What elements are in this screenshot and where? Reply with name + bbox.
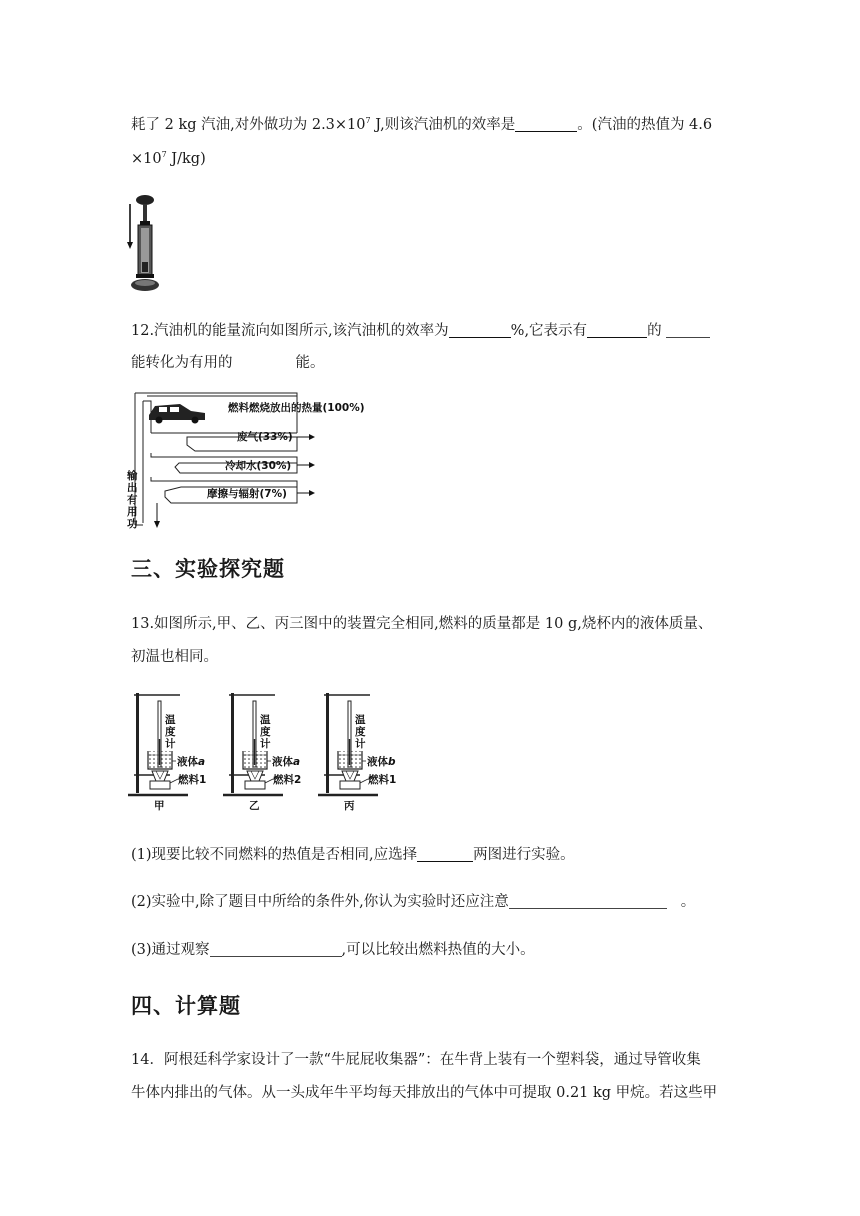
q11-text-d: ×10: [131, 151, 162, 167]
q12-text-a: 12.汽油机的能量流向如图所示,该汽油机的效率为: [131, 323, 449, 339]
q13-sub2-text-b: 。: [680, 894, 696, 910]
setup-jia-thermo-char-1: 温: [165, 714, 176, 726]
q11-answer-blank[interactable]: [515, 117, 577, 132]
q13-sub3-text-b: ,可以比较出燃料热值的大小。: [341, 942, 535, 958]
section-4-heading: 四、计算题: [131, 994, 241, 1018]
q11-line2: [131, 145, 206, 169]
q11-text-a: 耗了 2 kg 汽油,对外做功为 2.3×10: [131, 117, 366, 133]
setup-jia-caption: 甲: [154, 800, 165, 812]
q12-text-b: %,它表示有: [510, 323, 588, 339]
q13-sub1-text-a: (1)现要比较不同燃料的热值是否相同,应选择: [131, 847, 418, 863]
setup-jia-thermo-char-2: 度: [165, 726, 176, 738]
setup-jia-liquid-label: 液体a: [177, 756, 206, 768]
q11-exponent-2: 7: [161, 150, 167, 159]
output-label-char-4: 用: [127, 506, 138, 518]
setup-yi-thermo-char-3: 计: [260, 738, 271, 750]
setup-yi-thermo-char-2: 度: [260, 726, 271, 738]
car-icon: [149, 404, 205, 424]
q14-line2: 牛体内排出的气体。从一头成年牛平均每天排放出的气体中可提取 0.21 kg 甲烷。若这些甲: [131, 1085, 718, 1101]
q12-text-d: 能转化为有用的: [131, 355, 233, 371]
setup-bing-thermo-char-1: 温: [355, 714, 366, 726]
output-label-char-1: 输: [127, 470, 138, 482]
q13-sub1-blank[interactable]: [417, 847, 473, 862]
setup-yi-thermo-char-1: 温: [260, 714, 271, 726]
setup-yi-fuel-label: 燃料2: [273, 774, 302, 786]
q11-device-figure: [120, 192, 180, 294]
q11-text-e: J/kg): [166, 151, 206, 167]
q13-sub2-text-a: (2)实验中,除了题目中所给的条件外,你认为实验时还应注意: [131, 894, 509, 910]
q13-sub3-text-a: (3)通过观察: [131, 942, 210, 958]
q14-line1: 14．阿根廷科学家设计了一款“牛屁屁收集器”：在牛背上装有一个塑料袋，通过导管收集: [131, 1052, 701, 1068]
q13-sub3: [131, 940, 535, 960]
q12-text-c: 的: [647, 323, 662, 339]
friction-label: 摩擦与辐射(7%): [207, 488, 287, 500]
setup-yi-caption: 乙: [249, 800, 260, 812]
q11-text-b: J,则该汽油机的效率是: [370, 117, 516, 133]
q13-sub3-blank[interactable]: [210, 942, 342, 957]
q11-exponent: 7: [365, 116, 371, 125]
setup-jia-fuel-label: 燃料1: [178, 774, 207, 786]
setup-bing-thermo-char-3: 计: [355, 738, 366, 750]
q13-sub1-text-b: 两图进行实验。: [473, 847, 575, 863]
setup-bing-thermo-char-2: 度: [355, 726, 366, 738]
setup-bing: [318, 693, 396, 812]
q13-sub2-blank[interactable]: [509, 894, 667, 909]
q12-text-e: 能。: [295, 355, 325, 371]
q12-energy-blank[interactable]: [587, 323, 647, 338]
output-label-char-2: 出: [127, 482, 138, 494]
q12-form-blank[interactable]: [666, 323, 710, 338]
setup-bing-fuel-label: 燃料1: [368, 774, 397, 786]
setup-jia: [128, 693, 206, 812]
q13-sub1: [131, 845, 575, 865]
setup-yi: [223, 693, 301, 812]
q13-line1: 13.如图所示,甲、乙、丙三图中的装置完全相同,燃料的质量都是 10 g,烧杯内的液体质量、: [131, 616, 713, 632]
section-3-heading: 三、实验探究题: [131, 557, 285, 581]
energy-flow-diagram: [125, 393, 385, 533]
setup-bing-liquid-label: 液体b: [367, 756, 396, 768]
q12-efficiency-blank[interactable]: [449, 323, 511, 338]
cooling-water-label: 冷却水(30%): [225, 460, 292, 472]
q13-apparatus-figure: [128, 689, 418, 812]
heat-total-label: 燃料燃烧放出的热量(100%): [228, 402, 365, 414]
output-label-char-3: 有: [127, 494, 138, 506]
setup-bing-caption: 丙: [344, 800, 355, 812]
q12-line1: [131, 321, 710, 341]
q13-line2: 初温也相同。: [131, 649, 218, 665]
exhaust-label: 废气(33%): [237, 431, 293, 443]
setup-jia-thermo-char-3: 计: [165, 738, 176, 750]
q11-line1: [131, 111, 712, 135]
setup-yi-liquid-label: 液体a: [272, 756, 301, 768]
output-label-char-5: 功: [127, 518, 138, 530]
q13-sub2: [131, 892, 695, 912]
q12-line2: [131, 353, 325, 373]
q11-text-c: 。(汽油的热值为 4.6: [577, 117, 713, 133]
